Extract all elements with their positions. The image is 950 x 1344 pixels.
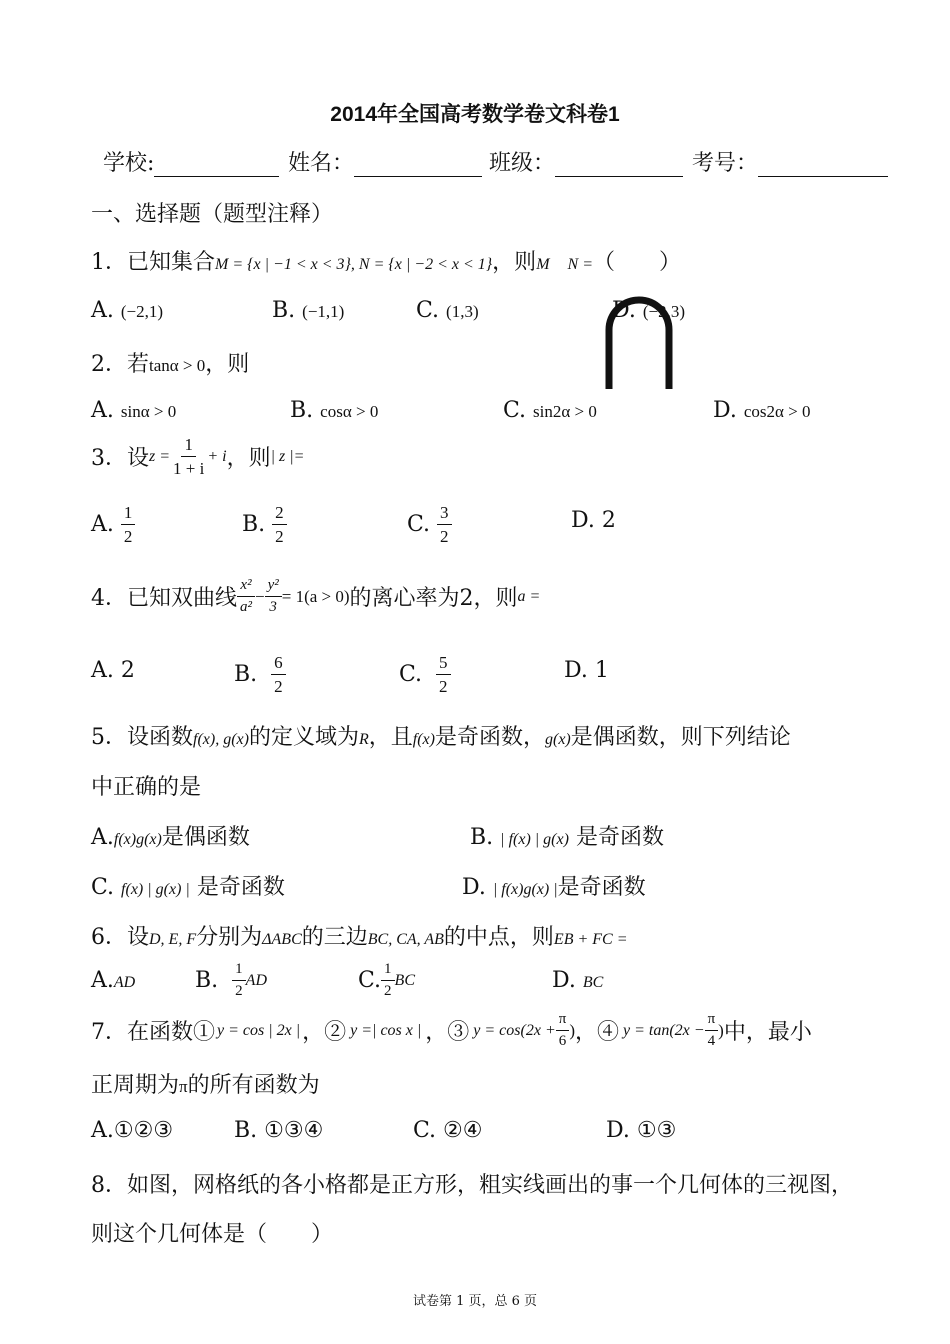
q2-option-d[interactable]: D. cos2α > 0	[713, 398, 811, 423]
q2-option-a[interactable]: A. sinα > 0	[91, 398, 177, 423]
q3-option-d[interactable]: D. 2	[571, 508, 616, 533]
name-blank[interactable]	[354, 154, 482, 177]
section-heading: 一、选择题（题型注释）	[91, 202, 334, 227]
q7-option-d[interactable]: D. ①③	[606, 1118, 677, 1143]
q3-option-c[interactable]: C. $\frac{3}{2}$	[407, 504, 452, 545]
q5-option-c[interactable]: C. f(x) | g(x) | 是奇函数	[91, 875, 285, 900]
q6-option-a[interactable]: A.AD	[91, 968, 136, 993]
q7-option-c[interactable]: C. ②④	[413, 1118, 483, 1143]
question-8-line2: 则这个几何体是（ ）	[91, 1222, 334, 1247]
arch-shape	[600, 290, 680, 392]
question-7-line2: 正周期为π的所有函数为	[91, 1073, 320, 1098]
question-4: 4．已知双曲线 $\frac{\text{x²}}{\text{a²}}$ − $\frac{\text{y²}}{3}$ = 1(a > 0) 的离心率为2，则 a =	[91, 577, 541, 615]
field-exam-number: 考号：	[692, 146, 888, 177]
page-title: 2014年全国高考数学卷文科卷1	[330, 103, 620, 126]
question-6: 6．设D, E, F分别为ΔABC的三边BC, CA, AB的中点，则EB + FC =	[91, 925, 628, 950]
field-school: 学校:	[103, 146, 279, 177]
page-footer: 试卷第 1 页，总 6 页	[412, 1294, 538, 1309]
school-blank[interactable]	[154, 154, 279, 177]
question-3: 3．设 z = $\frac{1}{1 + i}$ + i ，则 | z |=	[91, 435, 305, 478]
q1-sets: M = {x | −1 < x < 3}, N = {x | −2 < x < 1}	[215, 256, 493, 273]
q7-option-a[interactable]: A.①②③	[91, 1118, 174, 1143]
q4-option-d[interactable]: D. 1	[564, 658, 609, 683]
field-class: 班级：	[489, 146, 683, 177]
class-blank[interactable]	[555, 154, 683, 177]
q6-option-b[interactable]: B. $\frac{1}{2}$ AD	[195, 961, 267, 999]
question-1: 1．已知集合M = {x | −1 < x < 3}, N = {x | −2 < x < 1}，则M N =（ ）	[91, 250, 681, 275]
q1-option-b[interactable]: B. (−1,1)	[272, 298, 345, 323]
q3-option-a[interactable]: A. $\frac{1}{2}$	[91, 504, 135, 545]
q2-option-b[interactable]: B. cosα > 0	[290, 398, 379, 423]
q4-option-b[interactable]: B. $\frac{6}{2}$	[234, 654, 286, 695]
q2-option-c[interactable]: C. sin2α > 0	[503, 398, 597, 423]
q3-fraction: $\frac{1}{1 + i}$	[173, 435, 205, 478]
q5-option-a[interactable]: A.f(x)g(x)是偶函数	[91, 825, 250, 850]
q1-option-d[interactable]: D. (−2,3)	[612, 298, 686, 323]
q5-option-b[interactable]: B. | f(x) | g(x) 是奇函数	[470, 825, 664, 850]
question-8: 8．如图，网格纸的各小格都是正方形，粗实线画出的事一个几何体的三视图，	[91, 1173, 853, 1198]
exam-number-blank[interactable]	[758, 154, 888, 177]
q1-option-a[interactable]: A. (−2,1)	[91, 298, 164, 323]
field-name: 姓名：	[288, 146, 482, 177]
q6-option-c[interactable]: C. $\frac{1}{2}$ BC	[358, 961, 415, 999]
q5-option-d[interactable]: D. | f(x)g(x) |是奇函数	[462, 875, 646, 900]
q4-option-a[interactable]: A. 2	[91, 658, 135, 683]
q7-option-b[interactable]: B. ①③④	[234, 1118, 324, 1143]
q6-option-d[interactable]: D. BC	[552, 968, 604, 993]
question-5: 5．设函数f(x), g(x)的定义域为R，且f(x)是奇函数，g(x)是偶函数，则下列结论	[91, 725, 791, 750]
question-5-line2: 中正确的是	[91, 775, 202, 800]
q4-option-c[interactable]: C. $\frac{5}{2}$	[399, 654, 451, 695]
question-7: 7．在函数① y = cos | 2x | ，② y =| cos x | ，③ y = cos(2x + $\frac{\pi}{6}$ ) ，④ y = tan(2x − $\frac{\pi}{4}$ ) 中，最小	[91, 1011, 812, 1049]
question-2: 2．若tanα > 0，则	[91, 352, 250, 377]
q3-option-b[interactable]: B. $\frac{2}{2}$	[242, 504, 287, 545]
q1-option-c[interactable]: C. (1,3)	[416, 298, 479, 323]
